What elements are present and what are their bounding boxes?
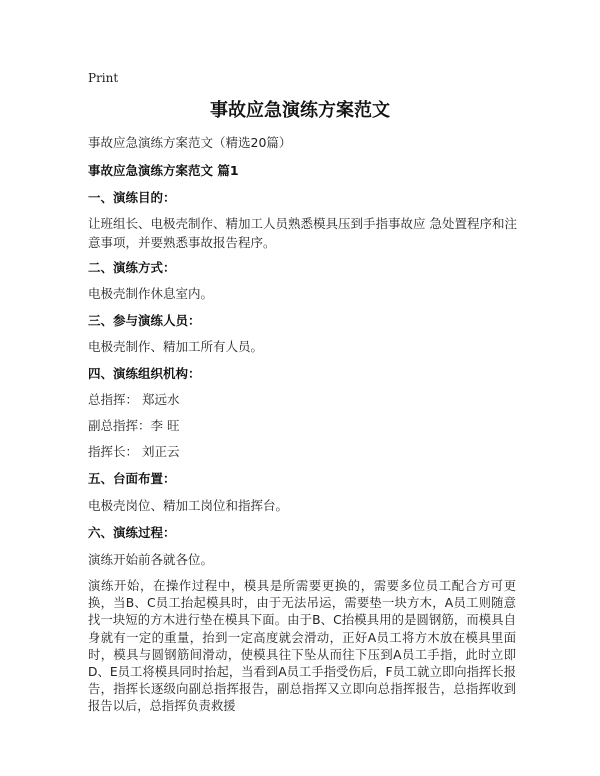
paragraph-layout: 电极壳岗位、精加工岗位和指挥台。 xyxy=(88,498,289,513)
heading-process: 六、演练过程： xyxy=(88,525,176,540)
heading-organization: 四、演练组织机构： xyxy=(88,366,201,381)
document-subtitle: 事故应急演练方案范文（精选20篇） xyxy=(88,135,292,150)
print-link[interactable]: Print xyxy=(88,71,119,85)
paragraph-purpose: 让班组长、电极壳制作、精加工人员熟悉模具压到手指事故应 急处置程序和注意事项，并要熟悉事故报告程序。 xyxy=(88,216,517,250)
paragraph-process-start: 演练开始前各就各位。 xyxy=(88,552,214,567)
org-commander: 总指挥： 郑远水 xyxy=(88,392,180,407)
org-deputy: 副总指挥：李 旺 xyxy=(88,418,180,433)
section-title: 事故应急演练方案范文 篇1 xyxy=(88,163,239,178)
document-title: 事故应急演练方案范文 xyxy=(210,100,390,121)
org-chief: 指挥长： 刘正云 xyxy=(88,444,180,459)
heading-purpose: 一、演练目的： xyxy=(88,190,176,205)
heading-participants: 三、参与演练人员： xyxy=(88,313,201,328)
heading-method: 二、演练方式： xyxy=(88,260,176,275)
paragraph-method: 电极壳制作休息室内。 xyxy=(88,286,214,301)
heading-layout: 五、台面布置： xyxy=(88,471,176,486)
paragraph-process-detail: 演练开始，在操作过程中，模具是所需要更换的，需要多位员工配合方可更换，当B、C员工抬起模具时，由于无法吊运，需要垫一块方木，A员工则随意找一块短的方木进行垫在模具下面。由于B、C抬模具用的是圆钢筋，而模具自身就有一定的重量，抬到一定高度就会滑动，正好A员工将方木放在模具里面时，模具与圆钢筋间滑动，使模具往下坠从而往下压到A员工手指，此时立即D、E员工将模具同时抬起，当看到A员工手指受伤后，F员工就立即向指挥长报告，指挥长逐级向副总指挥报告，副总指挥又立即向总指挥报告，总指挥收到报告以后，总指挥负责救援 xyxy=(88,579,516,714)
paragraph-participants: 电极壳制作、精加工所有人员。 xyxy=(88,339,264,354)
